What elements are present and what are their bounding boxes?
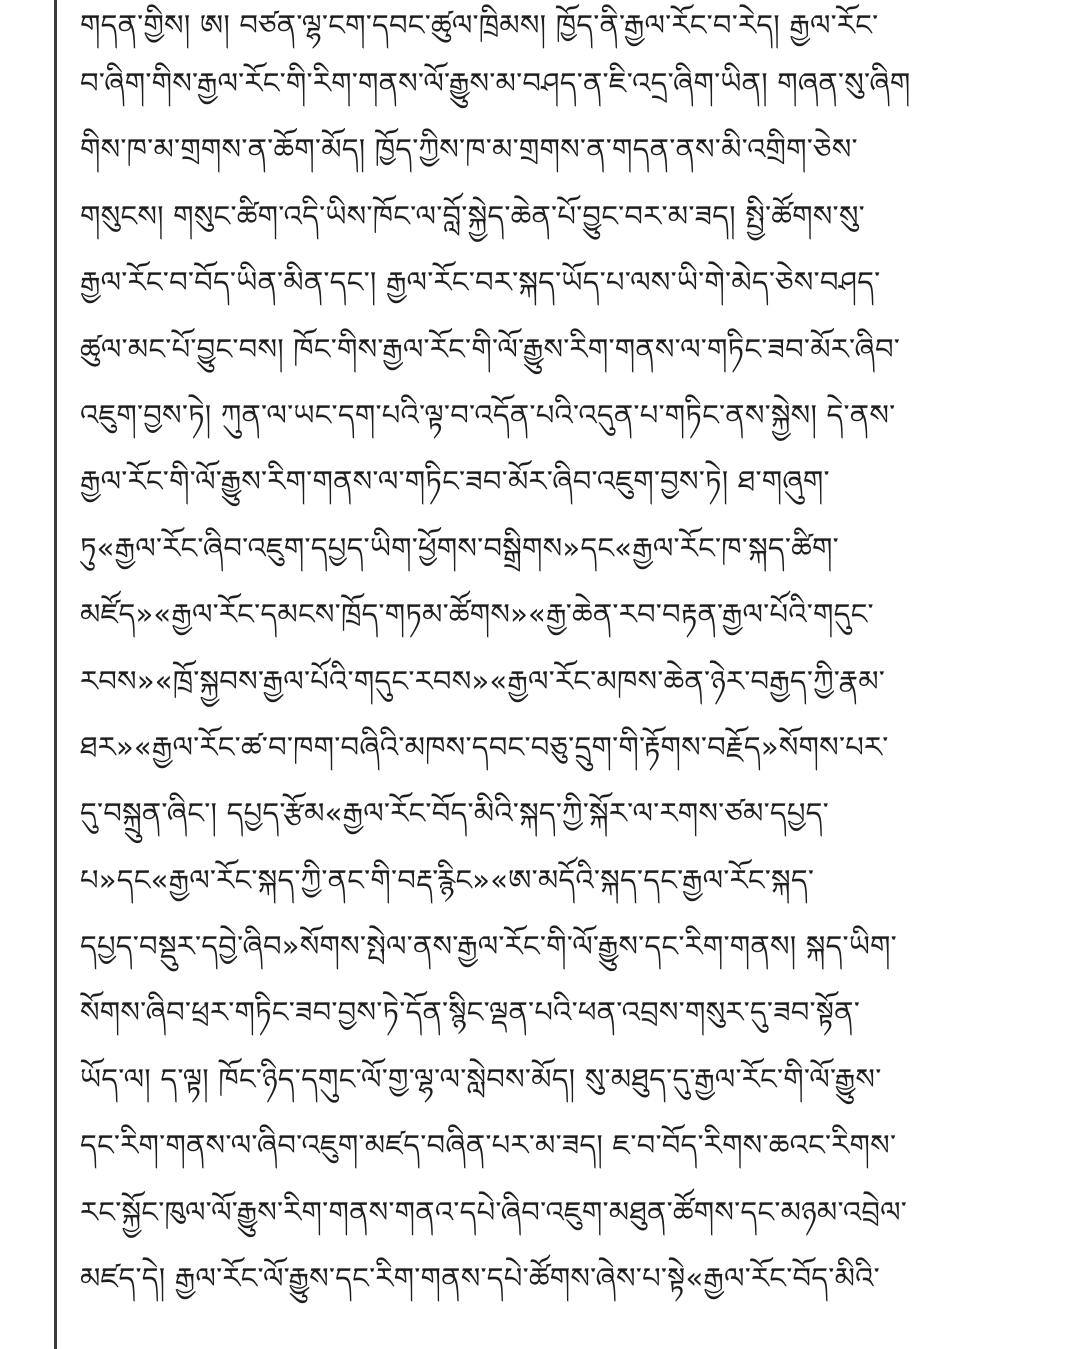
- text-line: པ»དང«རྒྱལ་རོང་སྐད་ཀྱི་ནང་གི་བརྡ་རྙིང»«ཨ་མདོའི་སྐད་དང་རྒྱལ་རོང་སྐད་: [80, 862, 815, 897]
- text-line: བ་ཞིག་གིས་རྒྱལ་རོང་གི་རིག་གནས་ལོ་རྒྱུས་མ་བཤད་ན་ཇི་འདྲ་ཞིག་ཡིན། གཞན་སུ་ཞིག: [80, 66, 911, 100]
- text-line: མཛོད»«རྒྱལ་རོང་དམངས་ཁྲོད་གཏམ་ཚོགས»«རྒྱ་ཆེན་རབ་བརྟན་རྒྱལ་པོའི་གདུང་: [80, 597, 874, 632]
- text-line: རྒྱལ་རོང་གི་ལོ་རྒྱུས་རིག་གནས་ལ་གཏིང་ཟབ་མོར་ཞིབ་འཇུག་བྱས་ཏེ། ཐ་གཞུག་: [80, 464, 830, 499]
- tibetan-text-body: [80, 0, 1030, 1311]
- text-line: དང་རིག་གནས་ལ་ཞིབ་འཇུག་མཛད་བཞིན་པར་མ་ཟད། ཇ་བ་བོད་རིགས་ཆའང་རིགས་: [80, 1128, 897, 1163]
- left-margin-rule: [54, 0, 57, 1349]
- text-line: གསུངས། གསུང་ཚིག་འདི་ཡིས་ཁོང་ལ་བློ་སྐྱེད་ཆེན་པོ་བྱུང་བར་མ་ཟད། སྤྱི་ཚོགས་སུ་: [80, 198, 865, 233]
- text-line: ཡོད་ལ། ད་ལྟ། ཁོང་ཉིད་དགུང་ལོ་གྱ་ལྷ་ལ་སླེབས་མོད། སུ་མཐུད་དུ་རྒྱལ་རོང་གི་ལོ་རྒྱུས་: [80, 1061, 882, 1096]
- text-line: རབས»«ཁྲོ་སྐྱབས་རྒྱལ་པོའི་གདུང་རབས»«རྒྱལ་རོང་མཁས་ཆེན་ཉེར་བརྒྱད་ཀྱི་རྣམ་: [80, 663, 886, 698]
- text-line: ཚུལ་མང་པོ་བྱུང་བས། ཁོང་གིས་རྒྱལ་རོང་གི་ལོ་རྒྱུས་རིག་གནས་ལ་གཏིང་ཟབ་མོར་ཞིབ་: [80, 331, 901, 366]
- text-line: སོགས་ཞིབ་ཕྲར་གཏིང་ཟབ་བྱས་ཏེ་དོན་སྙིང་ལྡན་པའི་ཕན་འབྲས་གསུར་དུ་ཟབ་སྟོན་: [80, 995, 861, 1030]
- text-line: གིས་ཁ་མ་གྲགས་ན་ཆོག་མོད། ཁྱོད་ཀྱིས་ཁ་མ་གྲགས་ན་གདན་ནས་མི་འགྲིག་ཅེས་: [80, 132, 858, 167]
- text-line: མཛད་དེ། རྒྱལ་རོང་ལོ་རྒྱུས་དང་རིག་གནས་དཔེ་ཚོགས་ཞེས་པ་སྟེ«རྒྱལ་རོང་བོད་མིའི་: [80, 1261, 880, 1296]
- text-line: དཔྱད་བསྡུར་དབྱེ་ཞིབ»སོགས་སྤེལ་ནས་རྒྱལ་རོང་གི་ལོ་རྒྱུས་དང་རིག་གནས། སྐད་ཡིག་: [80, 929, 897, 964]
- text-line: རང་སྐྱོང་ཁུལ་ལོ་རྒྱུས་རིག་གནས་གནའ་དཔེ་ཞིབ་འཇུག་མཐུན་ཚོགས་དང་མཉམ་འབྲེལ་: [80, 1194, 908, 1229]
- text-line: ཏུ«རྒྱལ་རོང་ཞིབ་འཇུག་དཔྱད་ཡིག་ཕྱོགས་བསྒྲིགས»དང«རྒྱལ་རོང་ཁ་སྐད་ཚིག་: [80, 530, 839, 565]
- text-line: རྒྱལ་རོང་བ་བོད་ཡིན་མིན་དང་། རྒྱལ་རོང་བར་སྐད་ཡོད་པ་ལས་ཡི་གེ་མེད་ཅེས་བཤད་: [80, 265, 881, 300]
- text-line: གདན་གྱིས། ཨ། བཙན་ལྷ་ངག་དབང་ཚུལ་ཁྲིམས། ཁྱོད་ནི་རྒྱལ་རོང་བ་རེད། རྒྱལ་རོང་: [80, 8, 879, 42]
- text-line: ཐར»«རྒྱལ་རོང་ཚ་བ་ཁག་བཞིའི་མཁས་དབང་བཅུ་དྲུག་གི་རྟོགས་བརྗོད»སོགས་པར་: [80, 729, 889, 764]
- text-line: དུ་བསྐྲུན་ཞིང་། དཔྱད་རྩོམ«རྒྱལ་རོང་བོད་མིའི་སྐད་ཀྱི་སྐོར་ལ་རགས་ཙམ་དཔྱད་: [80, 796, 829, 831]
- text-line: འཇུག་བྱས་ཏེ། ཀུན་ལ་ཡང་དག་པའི་ལྟ་བ་འདོན་པའི་འདུན་པ་གཏིང་ནས་སྐྱེས། དེ་ནས་: [80, 397, 896, 432]
